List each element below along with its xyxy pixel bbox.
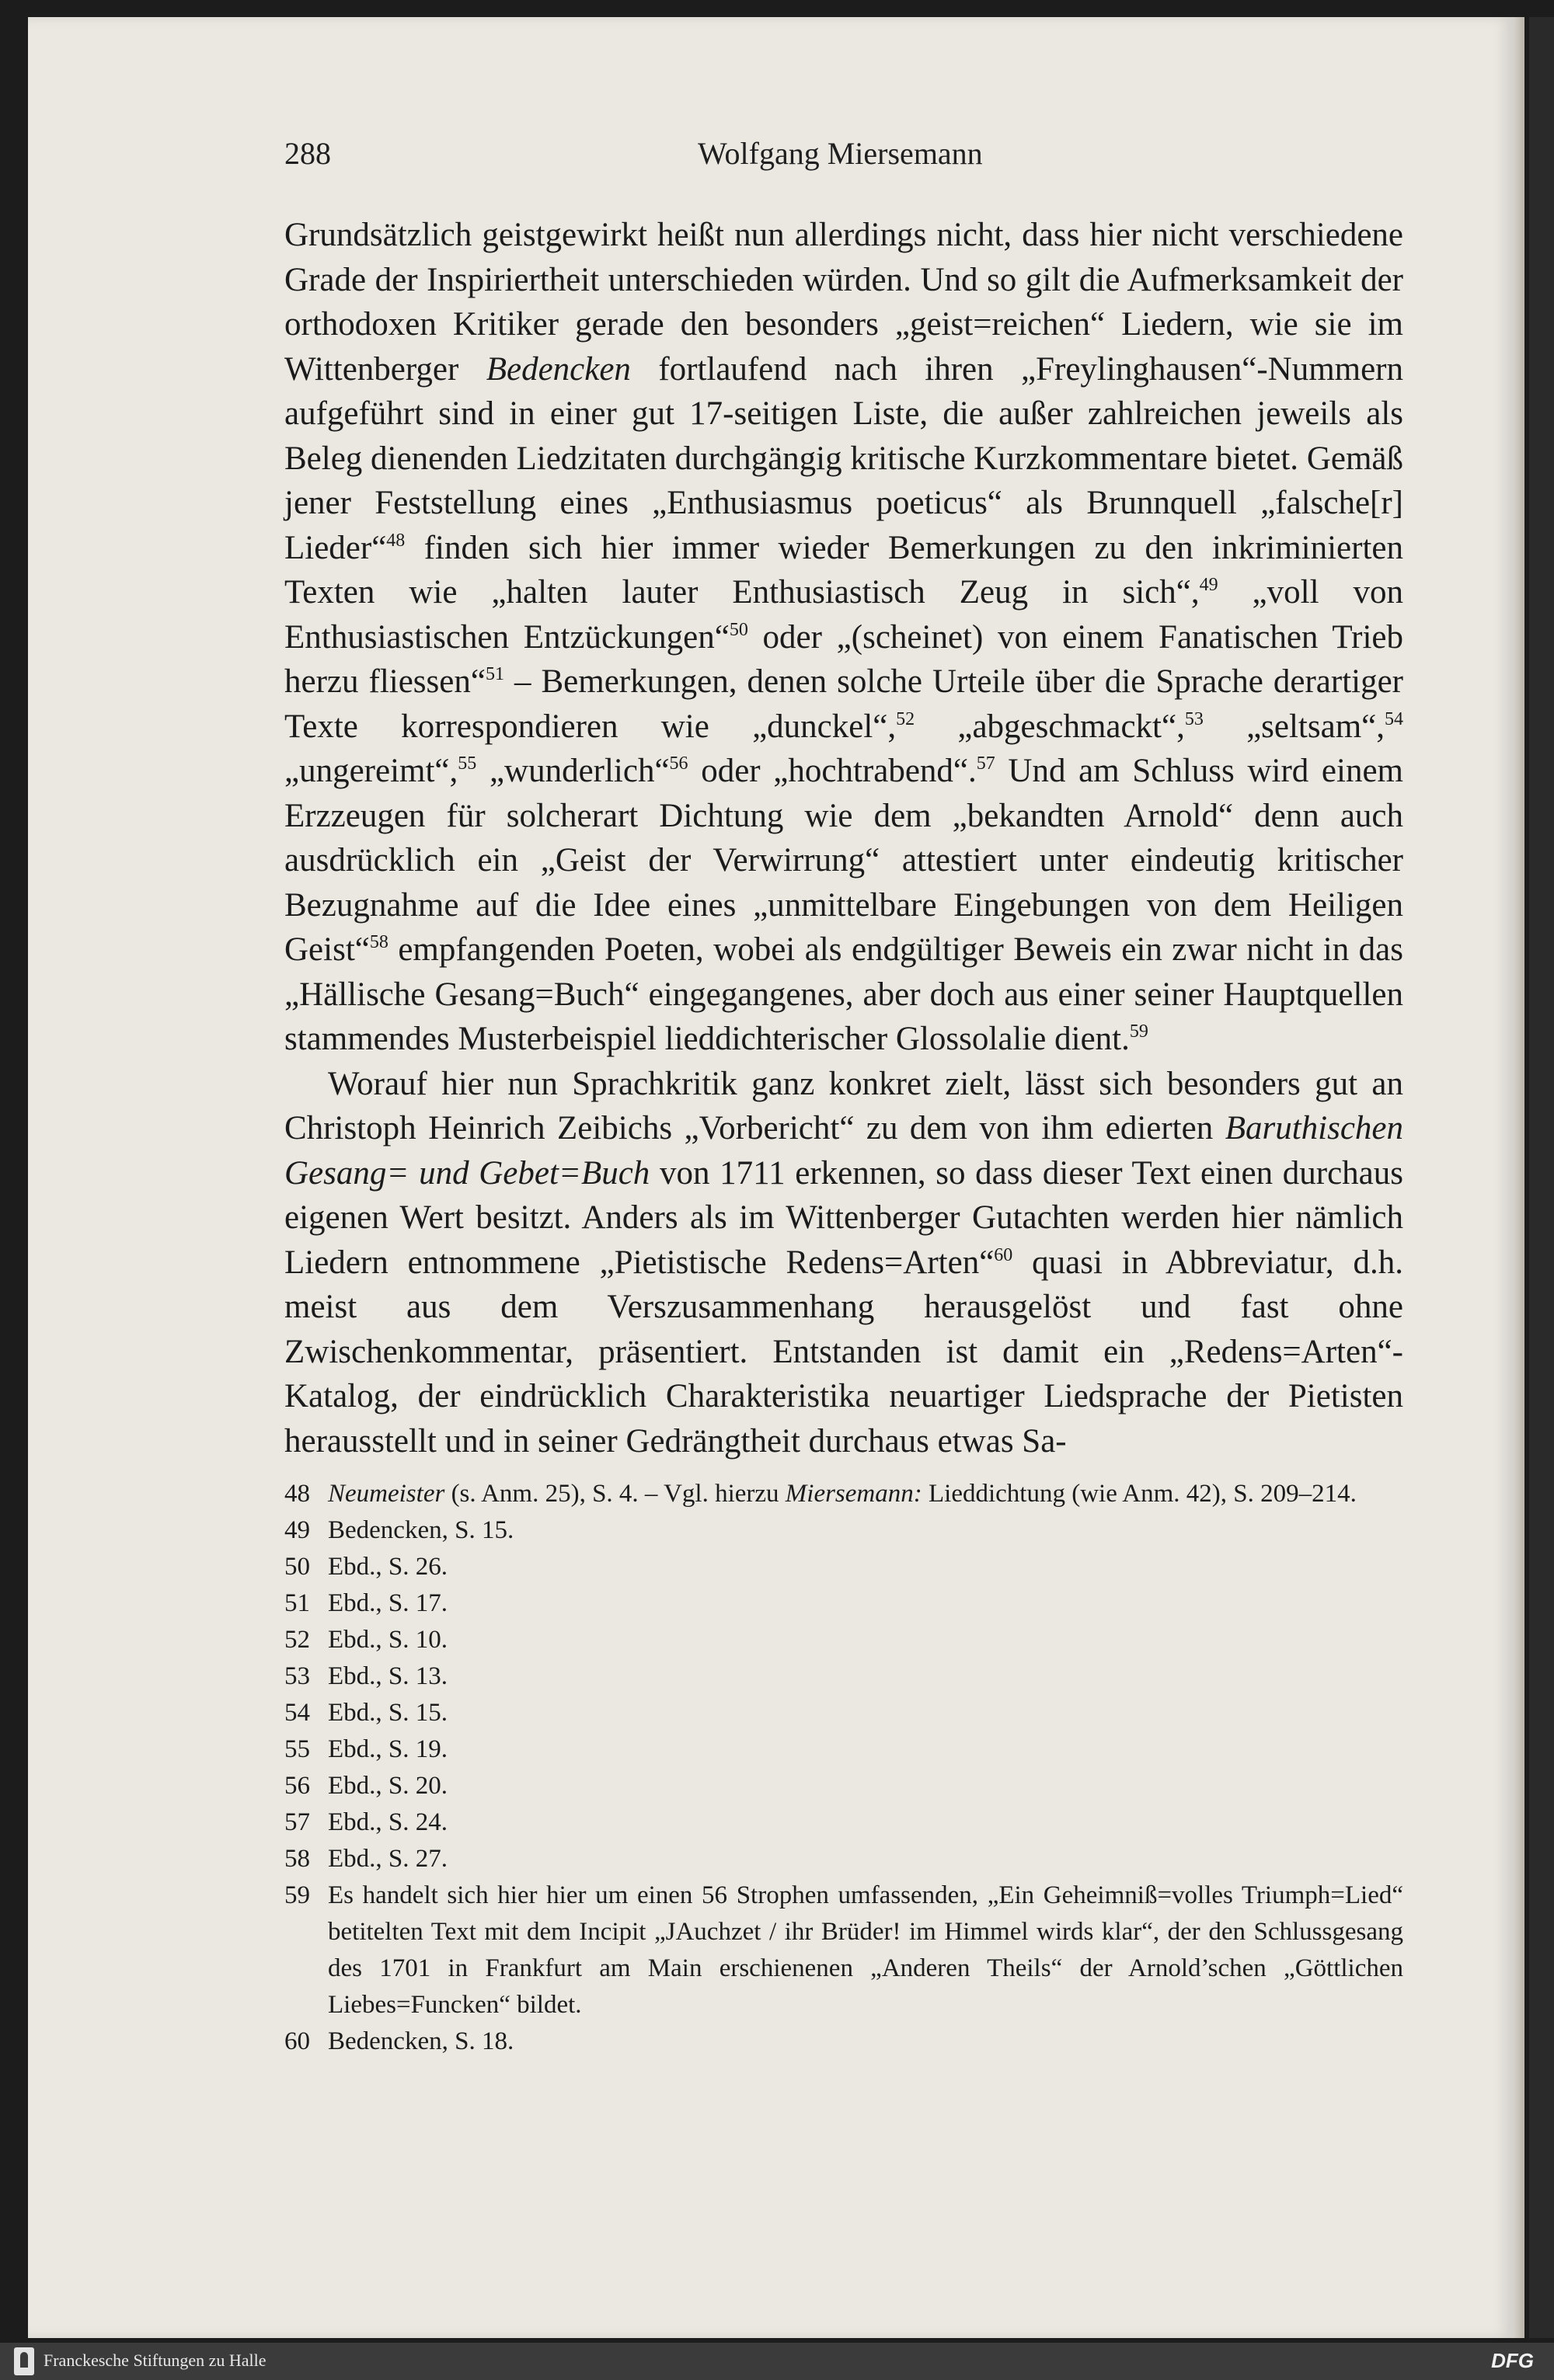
footnote-55: 55 Ebd., S. 19. — [284, 1735, 448, 1763]
footnote-ref: 52 — [896, 708, 915, 729]
footnote-54: 54 Ebd., S. 15. — [284, 1699, 448, 1727]
footer-bar — [0, 2343, 1554, 2380]
footnote-ref: 53 — [1184, 708, 1204, 729]
footnote-ref: 48 — [386, 530, 406, 551]
footnote-52: 52 Ebd., S. 10. — [284, 1626, 448, 1654]
dfg-logo: DFG — [1491, 2349, 1534, 2372]
running-header — [284, 135, 1403, 182]
paragraph-2: Worauf hier nun Sprachkritik ganz konkret zielt, lässt sich besonders gut an Christoph Heinrich Zeibichs „Vorbericht“ zu dem von ihm edierten Baruthischen Gesang= und Gebet=Buch von 1711 erkennen, so dass dieser Text einen durchaus eigenen Wert besitzt. Anders als im Wittenberger Gutachten werden hier nämlich Liedern entnommene „Pietistische Redens=Arten“$^{60}$ quasi in Abbreviatur, d.h. meist aus dem Verszusammenhang herausgelöst und fast ohne Zwischenkommentar, präsentiert. Entstanden ist damit ein „Redens=Arten“-Katalog, der eindrücklich Charakteristika neuartiger Liedsprache der Pietisten herausstellt und in seiner Gedrängtheit durchaus etwas Sa- — [284, 1065, 1403, 1460]
footnote-57: 57 Ebd., S. 24. — [284, 1808, 448, 1836]
footnote-ref: 50 — [729, 619, 748, 640]
footnote-ref: 56 — [669, 753, 688, 774]
footnote-51: 51 Ebd., S. 17. — [284, 1589, 448, 1617]
running-head-author: Wolfgang Miersemann — [698, 136, 983, 171]
footnote-ref: 57 — [976, 753, 995, 774]
footnote-48: 48 Neumeister (s. Anm. 25), S. 4. – Vgl. hierzu Miersemann: Lieddichtung (wie Anm. 42), S. 209–214. — [284, 1480, 1357, 1508]
footnote-ref: 49 — [1199, 575, 1218, 595]
main-text — [284, 213, 1403, 1463]
footnotes — [284, 1476, 1403, 2060]
footnote-ref: 59 — [1129, 1021, 1148, 1042]
footnote-ref: 55 — [458, 753, 477, 774]
page-edge — [1514, 17, 1524, 2338]
scan-border — [1529, 17, 1554, 2338]
page-number: 288 — [284, 136, 331, 171]
footnote-58: 58 Ebd., S. 27. — [284, 1845, 448, 1873]
footnote-ref: 58 — [369, 932, 388, 952]
footnote-ref: 51 — [485, 664, 504, 684]
footnote-59: 59 Es handelt sich hier hier um einen 56 Strophen umfassenden, „Ein Geheimniß=volles Triumph=Lied“ betitelten Text mit dem Incipit „JAuchzet / ihr Brüder! im Himmel wirds klar“, der den Schlussgesang des 1701 in Frankfurt am Main erschienenen „Anderen Theils“ der Arnold’schen „Göttlichen Liebes=Funcken“ bildet. — [284, 1881, 1403, 2019]
footnote-49: 49 Bedencken, S. 15. — [284, 1516, 514, 1544]
institution-logo-icon — [14, 2347, 34, 2375]
footnote-56: 56 Ebd., S. 20. — [284, 1772, 448, 1800]
footnote-50: 50 Ebd., S. 26. — [284, 1553, 448, 1581]
paragraph-1: Grundsätzlich geistgewirkt heißt nun allerdings nicht, dass hier nicht verschiedene Grade der Inspiriertheit unterschieden würden. Und so gilt die Aufmerksamkeit der orthodoxen Kritiker gerade den besonders „geist=reichen“ Liedern, wie sie im Wittenberger Bedencken fortlaufend nach ihren „Freylinghausen“-Nummern aufgeführt sind in einer gut 17-seitigen Liste, die außer zahlreichen jeweils als Beleg dienenden Liedzitaten durchgängig kritische Kurzkommentare bietet. Gemäß jener Feststellung eines „Enthusiasmus poeticus“ als Brunnquell „falsche[r] Lieder“$^{48}$ finden sich hier immer wieder Bemerkungen zu den inkriminierten Texten wie „halten lauter Enthusiastisch Zeug in sich“,$^{49}$ „voll von Enthusiastischen Entzückungen“$^{50}$ oder „(scheinet) von einem Fanatischen Trieb herzu fliessen“$^{51}$ – Bemerkungen, denen solche Urteile über die Sprache derartiger Texte korrespondieren wie „dunckel“,$^{52}$ „abgeschmackt“,$^{53}$ „seltsam“,$^{54}$ „ungereimt“,$^{55}$ „wunderlich“$^{56}$ oder „hochtrabend“.$^{57}$ Und am Schluss wird einem Erzzeugen für solcherart Dichtung wie dem „bekandten Arnold“ denn auch ausdrücklich ein „Geist der Verwirrung“ attestiert unter eindeutig kritischer Bezugnahme auf die Idee eines „unmittelbare Eingebungen von dem Heiligen Geist“$^{58}$ empfangenden Poeten, wobei als endgültiger Beweis ein zwar nicht in das „Hällische Gesang=Buch“ eingegangenes, aber doch aus einer seiner Hauptquellen stammendes Musterbeispiel lieddichterischer Glossolalie dient.$^{59}$ — [284, 217, 1404, 1057]
footnote-60: 60 Bedencken, S. 18. — [284, 2027, 514, 2055]
book-page — [28, 17, 1514, 2338]
institution-name: Franckesche Stiftungen zu Halle — [44, 2350, 267, 2370]
footnote-ref: 54 — [1384, 708, 1403, 729]
footnote-ref: 60 — [994, 1244, 1013, 1265]
footnote-53: 53 Ebd., S. 13. — [284, 1662, 448, 1690]
